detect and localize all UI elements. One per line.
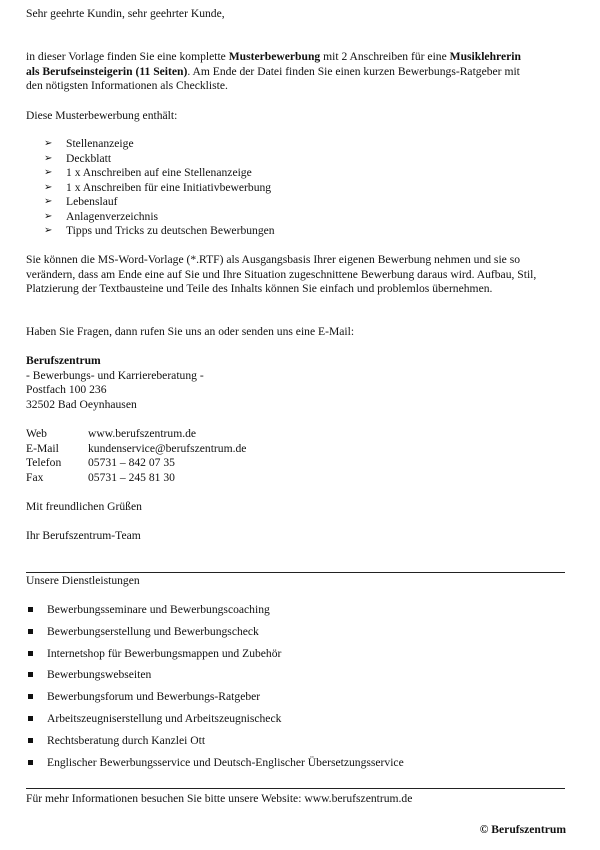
address-line: Postfach 100 236 xyxy=(26,383,107,396)
postal-address xyxy=(26,354,204,412)
contact-label: E-Mail xyxy=(26,441,59,455)
contact-row-fax xyxy=(26,471,246,486)
square-bullet-icon xyxy=(28,738,33,743)
service-label: Englischer Bewerbungsservice und Deutsch-Englischer Übersetzungsservice xyxy=(47,755,404,769)
service-label: Bewerbungsforum und Bewerbungs-Ratgeber xyxy=(47,690,261,704)
list-item xyxy=(44,210,275,225)
contact-table xyxy=(26,427,246,485)
intro-bold-job-title: Musiklehrerin als Berufseinsteigerin (11 Seiten) xyxy=(26,50,521,78)
list-item xyxy=(44,152,275,167)
list-item xyxy=(26,603,404,625)
contents-list xyxy=(44,137,275,239)
arrow-bullet-icon: ➢ xyxy=(44,138,53,149)
list-item xyxy=(44,181,275,196)
contact-row-phone xyxy=(26,456,246,471)
square-bullet-icon xyxy=(28,651,33,656)
list-item-label: Deckblatt xyxy=(66,151,112,165)
service-label: Arbeitszeugniserstellung und Arbeitszeugnischeck xyxy=(47,711,282,725)
questions-line: Haben Sie Fragen, dann rufen Sie uns an oder senden uns eine E-Mail: xyxy=(26,325,355,338)
company-name: Berufszentrum xyxy=(26,354,101,367)
contact-label: Fax xyxy=(26,470,44,484)
services-list xyxy=(26,603,404,777)
arrow-bullet-icon: ➢ xyxy=(44,196,53,207)
square-bullet-icon xyxy=(28,716,33,721)
list-item-label: 1 x Anschreiben auf eine Stellenanzeige xyxy=(66,166,252,179)
template-usage-paragraph: Sie können die MS-Word-Vorlage (*.RTF) als Ausgangsbasis Ihrer eigenen Bewerbung nehmen und sie so verändern, dass am Ende eine auf Sie und Ihre Situation zugeschnittene Bewerbung daraus wird. Aufbau, Stil, Platzierung der Textbausteine und Teile des Inhalts können Sie einfach und problemlos übernehmen. xyxy=(26,253,537,295)
list-item-label: Tipps und Tricks zu deutschen Bewerbungen xyxy=(66,224,275,237)
list-item xyxy=(44,224,275,239)
copyright-notice: © Berufszentrum xyxy=(479,823,566,836)
service-label: Bewerbungswebseiten xyxy=(47,668,152,682)
contact-row-email xyxy=(26,442,246,457)
list-item xyxy=(44,137,275,152)
signature-team: Ihr Berufszentrum-Team xyxy=(26,529,141,542)
list-item xyxy=(26,647,404,669)
divider xyxy=(26,788,565,789)
list-item-label: Anlagenverzeichnis xyxy=(66,209,159,223)
greeting: Sehr geehrte Kundin, sehr geehrter Kunde, xyxy=(26,7,225,20)
address-line: - Bewerbungs- und Karriereberatung - xyxy=(26,368,204,382)
arrow-bullet-icon: ➢ xyxy=(44,225,53,236)
list-item xyxy=(44,195,275,210)
intro-bold-musterbewerbung: Musterbewerbung xyxy=(228,50,321,63)
list-item-label: Stellenanzeige xyxy=(66,137,134,150)
contact-value: www.berufszentrum.de xyxy=(88,427,197,440)
service-label: Rechtsberatung durch Kanzlei Ott xyxy=(47,733,206,747)
closing-regards: Mit freundlichen Grüßen xyxy=(26,500,142,513)
square-bullet-icon xyxy=(28,672,33,677)
arrow-bullet-icon: ➢ xyxy=(44,167,53,178)
list-item xyxy=(26,625,404,647)
list-item-label: 1 x Anschreiben für eine Initiativbewerbung xyxy=(66,180,272,194)
intro-text-1: in dieser Vorlage finden Sie eine komplette xyxy=(26,50,229,63)
contact-value: 05731 – 842 07 35 xyxy=(88,456,175,469)
list-item-label: Lebenslauf xyxy=(66,195,118,208)
service-label: Bewerbungserstellung und Bewerbungscheck xyxy=(47,624,259,638)
intro-text-2: mit 2 Anschreiben für eine xyxy=(320,50,450,63)
service-label: Bewerbungsseminare und Bewerbungscoaching xyxy=(47,603,270,616)
arrow-bullet-icon: ➢ xyxy=(44,152,53,164)
square-bullet-icon xyxy=(28,629,33,634)
square-bullet-icon xyxy=(28,694,33,699)
contact-label: Web xyxy=(26,427,47,440)
list-item xyxy=(26,756,404,778)
list-item xyxy=(26,734,404,756)
address-line: 32502 Bad Oeynhausen xyxy=(26,397,137,411)
services-heading: Unsere Dienstleistungen xyxy=(26,574,140,587)
square-bullet-icon xyxy=(28,760,33,765)
service-label: Internetshop für Bewerbungsmappen und Zubehör xyxy=(47,646,282,660)
more-info-line: Für mehr Informationen besuchen Sie bitte unsere Website: www.berufszentrum.de xyxy=(26,792,413,805)
square-bullet-icon xyxy=(28,607,33,612)
list-item xyxy=(26,668,404,690)
contact-label: Telefon xyxy=(26,456,62,469)
contents-heading: Diese Musterbewerbung enthält: xyxy=(26,109,178,122)
arrow-bullet-icon: ➢ xyxy=(44,210,53,222)
contact-value: 05731 – 245 81 30 xyxy=(88,470,175,484)
list-item xyxy=(26,690,404,712)
intro-paragraph xyxy=(26,50,526,94)
list-item xyxy=(26,712,404,734)
arrow-bullet-icon: ➢ xyxy=(44,181,53,193)
divider xyxy=(26,572,565,573)
contact-value: kundenservice@berufszentrum.de xyxy=(88,441,247,455)
contact-row-web xyxy=(26,427,246,442)
intro-text-3: . Am Ende der Datei finden Sie einen kurzen Bewerbungs-Ratgeber mit den nötigsten Informationen als Checkliste. xyxy=(26,64,520,92)
list-item xyxy=(44,166,275,181)
